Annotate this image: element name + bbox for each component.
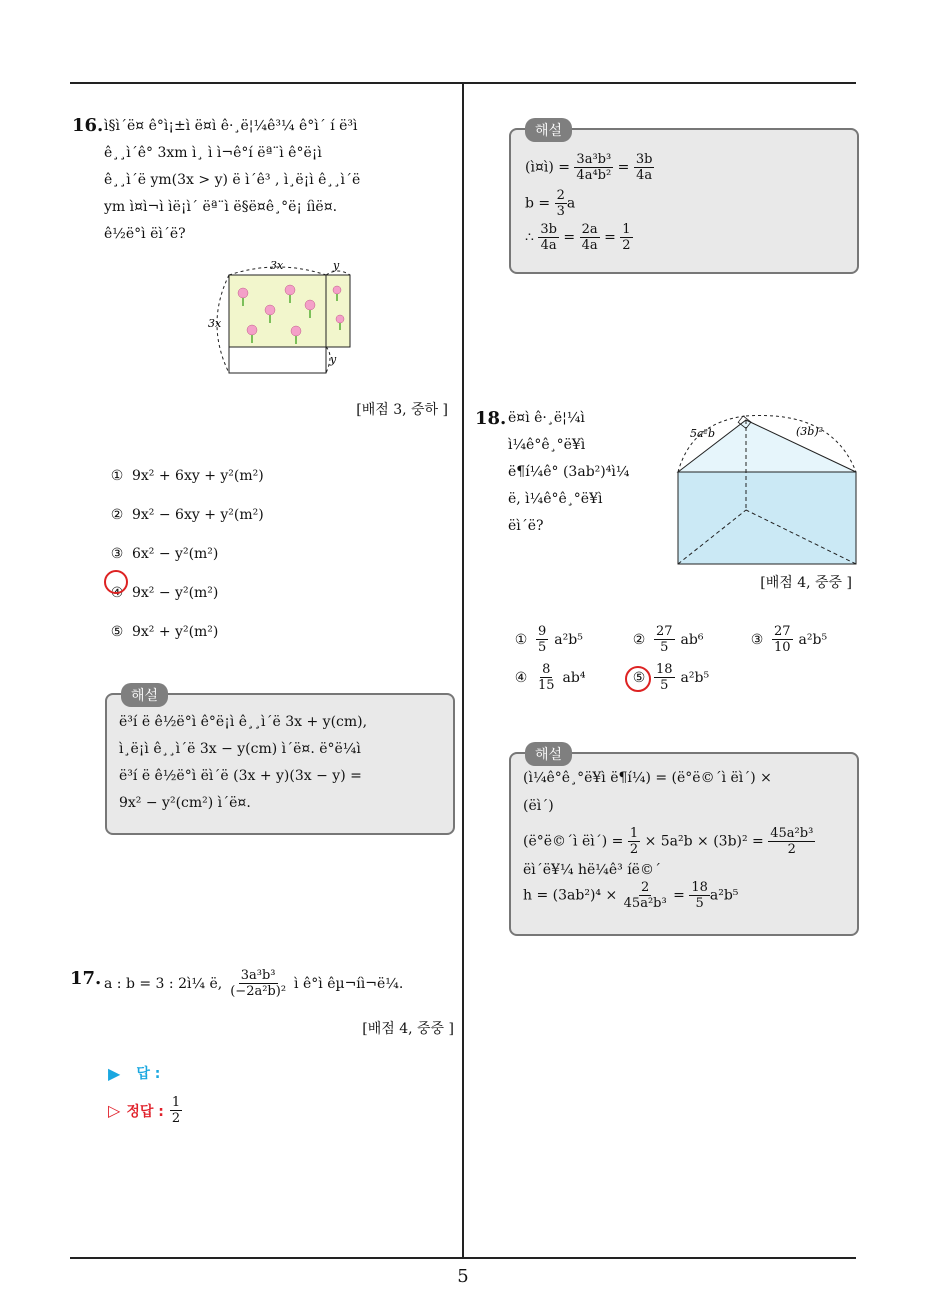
q17-exp-line3: ∴ $\frac{3b}{4a}$ = $\frac{2a}{4a}$ = $\frac{1}{2}$ [525,222,631,253]
q18-choice-3[interactable]: ③ $\frac{27}{10}$ a²b⁵ [750,624,828,655]
q18-exp-line2: (ëì´) [523,798,554,814]
page-number: 5 [457,1266,469,1287]
outline-play-icon: ▷ [108,1101,121,1120]
q17-number: 17. [70,968,102,989]
svg-text:3x: 3x [270,259,284,272]
q16-text: ì§ì´ë¤ ê°ì¡±ì ë¤ì ê·¸ë¦¼ê³¼ ê°ì´ í ë³ì ê¸¸ì´ê° 3xm ì¸ ì ì¬ê°í ëª¨ì ê°ë¡ì ê¸¸ì´ë ym(3x > y) ë ì´ê³ , ì¸ë¡ì ê¸¸ì´ë ym ì¤ì¬ì ìë¡ì´ ëª¨ì ë§ë¤ê¸°ë¡ íìë¤. ê½ë°ì ëì´ë? [104,118,361,242]
q17-explanation-tag: 해설 [525,118,572,142]
svg-text:y: y [333,259,340,272]
q16-choice-2[interactable]: ② 9x² − 6xy + y²(m²) [110,506,264,523]
q18-text: ë¤ì ê·¸ë¦¼ì ì¼ê°ê¸°ë¥ì ë¶í¼ê° (3ab²)⁴ì¼ ë, ì¼ê°ê¸°ë¥ì ëì´ë? [508,410,630,534]
q16-explanation-box [105,688,455,835]
q17-fraction: $\frac{\text{3a³b³}}{\text{(−2a²b)²}}$ [230,968,287,999]
q16-choice-3[interactable]: ③ 6x² − y²(m²) [110,545,219,562]
q18-exp-line5: h = (3ab²)⁴ × $\frac{2}{\text{45a²b³}}$ = $\frac{18}{5}$ a²b⁵ [523,880,739,911]
q16-choice-4[interactable]: ④ 9x² − y²(m²) [110,584,219,601]
svg-text:(3b)²: (3b)² [796,425,824,438]
q16-explanation-text: ë³í ë ê½ë°ì ê°ë¡ì ê¸¸ì´ë 3x + y(cm), ì¸ë¡ì ê¸¸ì´ë 3x − y(cm) ì´ë¤. ë°ë¼ì ë³í ë ê½ë°ì ëì´ë (3x + y)(3x − y) = 9x² − y²(cm²) ì´ë¤. [119,714,368,811]
q18-choice-4[interactable]: ④ $\frac{8}{15}$ ab⁴ [514,662,586,693]
q16-figure [200,255,360,380]
q16-number: 16. [72,115,104,136]
column-divider [462,84,464,1258]
q18-choice-1[interactable]: ① $\frac{9}{5}$ a²b⁵ [514,624,583,655]
q18-choice-2[interactable]: ② $\frac{27}{5}$ ab⁶ [632,624,704,655]
svg-text:y: y [330,353,337,366]
q17-exp-line2: b = $\frac{2}{3}$ a [525,188,576,219]
q16-answer-circle [104,570,128,594]
play-icon: ▶ [108,1063,121,1083]
q18-number: 18. [475,408,507,429]
q16-score: [배점 3, 중하 ] [356,402,448,418]
q16-explanation-tag: 해설 [121,683,168,707]
q18-prism-figure [672,410,862,570]
q17-score: [배점 4, 중중 ] [362,1021,454,1037]
q16-choice-1[interactable]: ① 9x² + 6xy + y²(m²) [110,467,264,484]
q18-exp-line1: (ì¼ê°ê¸°ë¥ì ë¶í¼) = (ë°ë©´ì ëì´) × [523,770,772,786]
q17-answer-line: ▶ 답 : [108,1063,161,1083]
q18-exp-line4: ëì´ë¥¼ hë¼ê³ íë©´ [523,862,661,878]
q18-choices-row1 [512,624,858,655]
bottom-rule [70,1257,856,1259]
q18-explanation-box [509,747,859,936]
q18-answer-circle [625,666,651,692]
q16-choice-5[interactable]: ⑤ 9x² + y²(m²) [110,623,219,640]
q18-choice-5[interactable]: ⑤ $\frac{18}{5}$ a²b⁵ [632,662,710,693]
q17-correct-line: ▷ 정답 : $\frac{1}{2}$ [108,1095,181,1126]
q17-text: a : b = 3 : 2ì¼ ë, $\frac{\text{3a³b³}}{\text{(−2a²b)²}}$ ì ê°ì êµ¬íì¬ë¼. [104,968,404,999]
q17-correct-fraction: $\frac{1}{2}$ [171,1095,181,1126]
svg-text:5a²b: 5a²b [690,427,716,440]
svg-text:3x: 3x [208,317,222,330]
q17-explanation-box [509,123,859,274]
q18-score: [배점 4, 중중 ] [760,575,852,591]
q17-exp-line1: (ì¤ì) = $\frac{\text{3a³b³}}{\text{4a⁴b²}}$ = $\frac{3b}{4a}$ [525,152,653,183]
q18-exp-line3: (ë°ë©´ì ëì´) = $\frac{1}{2}$ × 5a²b × (3b)² = $\frac{\text{45a²b³}}{2}$ [523,826,814,857]
q18-explanation-tag: 해설 [525,742,572,766]
q16-choices [108,456,264,651]
